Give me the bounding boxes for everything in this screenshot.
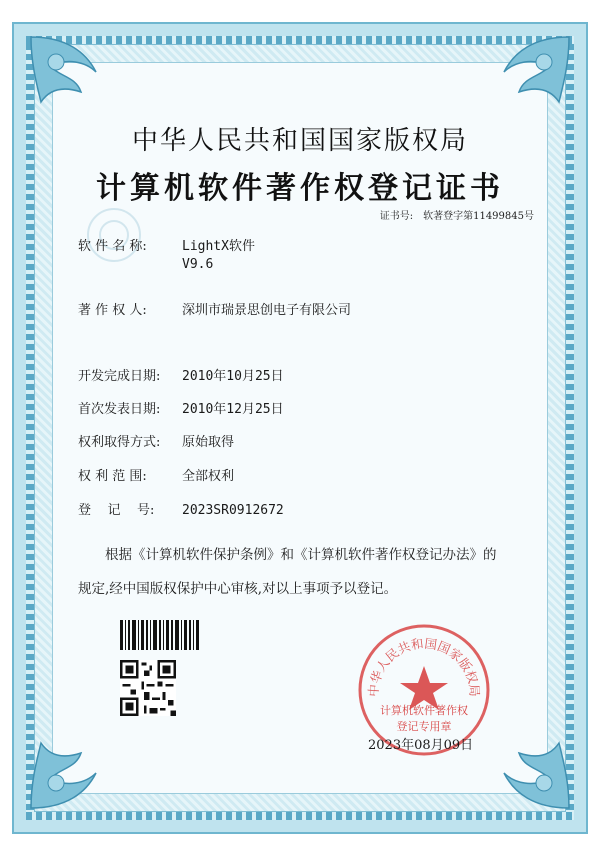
certificate-title: 计算机软件著作权登记证书	[96, 171, 504, 206]
certificate-number	[380, 207, 534, 222]
qr-code	[120, 660, 176, 716]
corner-ornament-top-right	[464, 32, 574, 122]
field-value: 2023SR0912672	[182, 503, 284, 518]
field-label: 软 件 名 称:	[78, 239, 147, 254]
field-value: 深圳市瑞景思创电子有限公司	[182, 303, 352, 318]
seal-inner-line-1: 计算机软件著作权	[380, 704, 468, 717]
statement-paragraph	[78, 538, 538, 606]
cert-no-value: 软著登字第11499845号	[423, 211, 534, 222]
field-label: 权 利 范 围:	[78, 469, 147, 484]
corner-ornament-top-left	[26, 32, 136, 122]
corner-ornament-bottom-left	[26, 723, 136, 813]
field-value-version: V9.6	[182, 257, 214, 272]
field-value: 2010年10月25日	[182, 369, 284, 384]
field-value: 原始取得	[182, 435, 235, 450]
field-rights-scope	[78, 468, 234, 486]
statement-line-2: 规定,经中国版权保护中心审核,对以上事项予以登记。	[78, 581, 398, 597]
issue-date: 2023年08月09日	[368, 738, 474, 753]
field-value: LightX软件	[182, 239, 255, 254]
field-label: 开发完成日期:	[78, 369, 161, 384]
issuer-title: 中华人民共和国国家版权局	[131, 126, 468, 156]
statement-line-1: 根据《计算机软件保护条例》和《计算机软件著作权登记办法》的	[105, 547, 497, 563]
seal-ring-text: 中华人民共和国国家版权局	[365, 635, 483, 698]
field-value: 全部权利	[182, 469, 235, 484]
field-copyright-holder	[78, 302, 351, 320]
field-label: 著 作 权 人:	[78, 303, 147, 318]
field-label: 登 记 号:	[78, 503, 155, 518]
field-software-name	[78, 238, 255, 274]
field-label: 权利取得方式:	[78, 435, 161, 450]
field-dev-completion-date	[78, 368, 284, 386]
cert-no-label: 证书号:	[379, 211, 414, 222]
seal-inner-line-2: 登记专用章	[396, 720, 452, 733]
barcode	[120, 620, 200, 650]
field-first-publication-date	[78, 401, 284, 419]
field-acquisition-method	[78, 434, 234, 452]
field-registration-no	[78, 502, 284, 520]
field-value: 2010年12月25日	[182, 402, 284, 417]
field-label: 首次发表日期:	[78, 402, 161, 417]
